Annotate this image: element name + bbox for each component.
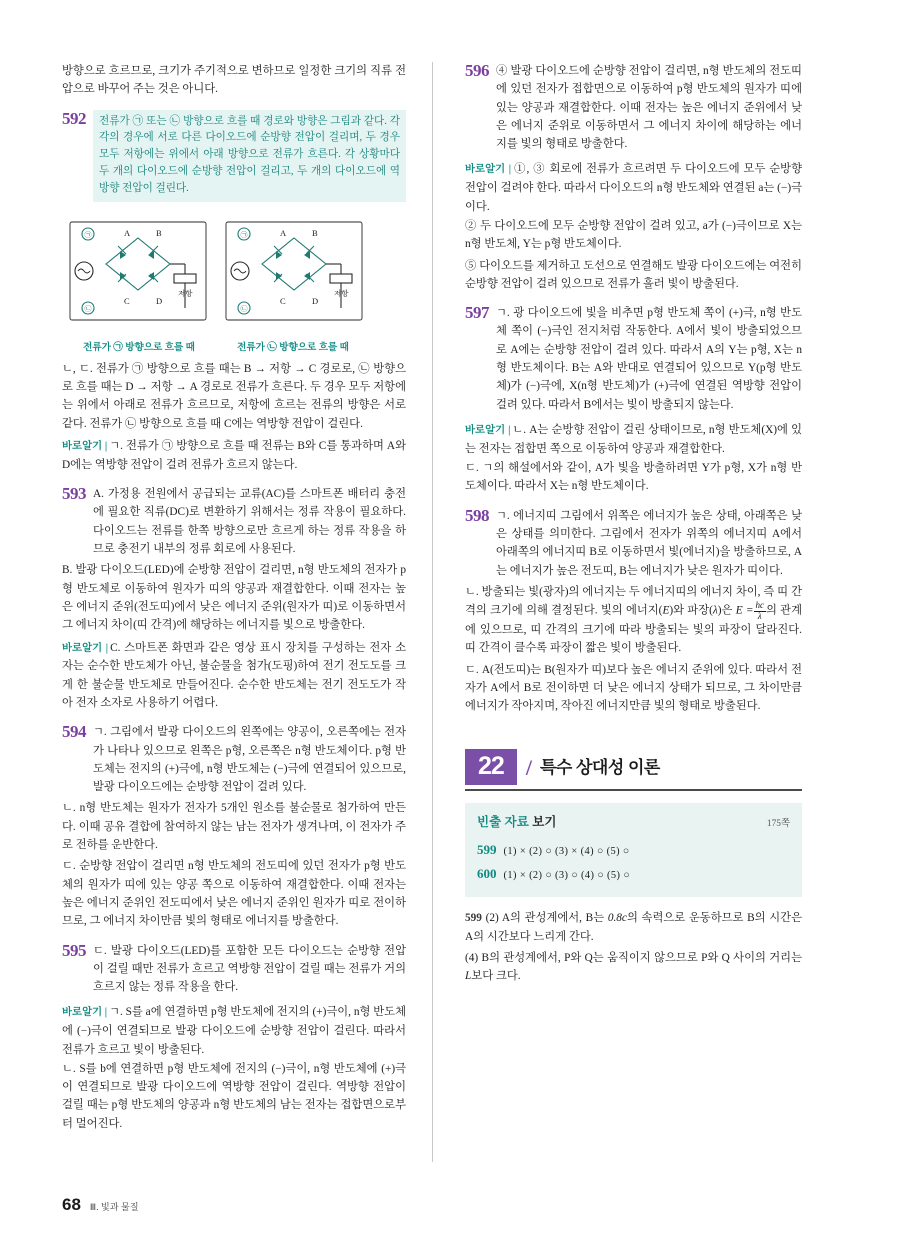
question-593 [62, 485, 406, 561]
expl-599-length-symbol: L [465, 970, 472, 983]
page-number: 68 [62, 1195, 81, 1214]
svg-text:A: A [124, 228, 131, 239]
baroalgi-badge: 바로알기 | [62, 642, 109, 654]
question-number-594: 594 [62, 722, 86, 742]
answer-row [477, 839, 790, 861]
answer-row [477, 863, 790, 885]
q598-symbol-E: E [662, 604, 670, 617]
figure-caption-left: 전류가 ㉠ 방향으로 흐를 때 [83, 342, 195, 354]
q597-a: ㄱ. 광 다이오드에 빛을 비추면 p형 반도체 쪽이 (+)극, n형 반도체 쪽이 (−)극인 전지처럼 작동한다. A에서 빛이 방출되었으므로 A에는 순방향 전압이 걸려 있다. 따라서 A의 Y는 p형, X는 n형 반도체이다. B는 A와 반대로 연결되어 있으므로 Y(p형 반도체)가 (−)극에, X(n형 반도체)가 (+)극에 연결된 역방향 전압이 걸려 있다. 따라서 B에서는 빛이 방출되지 않는다. [496, 307, 802, 411]
expl-599-t2-pre: (4) B의 관성계에서, P와 Q는 움직이지 않으므로 P와 Q 사이의 거리는 [465, 952, 802, 964]
svg-text:D: D [312, 296, 319, 307]
answer-items: (1) × (2) ○ (3) × (4) ○ (5) ○ [503, 845, 630, 857]
question-595-body [93, 942, 406, 1000]
baroalgi-badge: 바로알기 | [465, 424, 511, 436]
question-597-body [496, 304, 802, 417]
question-number-598: 598 [465, 505, 489, 525]
question-596-body [496, 62, 802, 156]
q598-equation: E = [735, 604, 754, 617]
svg-text:㉠: ㉠ [84, 231, 92, 240]
q598-c: ㄷ. A(전도띠)는 B(원자가 띠)보다 높은 에너지 준위에 있다. 따라서 전자가 A에서 B로 전이하면 더 낮은 에너지 상태가 되므로, 그 차이만큼 에너지가 작아지며, 작아진 에너지만큼 빛의 형태로 방출된다. [465, 663, 802, 713]
footer-chapter-label: Ⅲ. 빛과 물질 [89, 1202, 139, 1212]
baroalgi-text: C. 스마트폰 화면과 같은 영상 표시 장치를 구성하는 전자 소자는 순수한 반도체가 아닌, 불순물을 첨가(도핑)하여 전기 전도도를 크게 한 불순물 반도체로 만들어진다. 순수한 반도체는 전기 전도도가 작아 전자 소자로 사용하기 어렵다. [62, 641, 406, 709]
databox-page-ref: 175쪽 [766, 819, 790, 830]
question-number-592: 592 [62, 108, 86, 128]
figure-592-circuits [62, 212, 406, 356]
q595-b: ㄴ. S를 b에 연결하면 p형 반도체에 전지의 (−)극이, n형 반도체에 (+)극이 연결되므로 발광 다이오드에 역방향 전압이 걸린다. 역방향 전압이 걸릴 때는 p형 반도체의 양공과 n형 반도체의 남는 전자는 접합면으로부터 멀어진다. [62, 1062, 406, 1130]
q598-a: ㄱ. 에너지띠 그림에서 위쪽은 에너지가 높은 상태, 아래쪽은 낮은 상태를 의미한다. 그림에서 전자가 위쪽의 에너지띠 A에서 아래쪽의 에너지띠 B로 이동하면서 빛(에너지)을 방출하므로, A는 에너지가 높은 전도띠, B는 에너지가 낮은 원자가 띠이다. [496, 509, 802, 577]
question-597-note [465, 421, 802, 458]
explanation-599 [465, 909, 802, 985]
question-594 [62, 723, 406, 799]
svg-text:D: D [156, 296, 163, 307]
baroalgi-badge: 바로알기 | [62, 1007, 108, 1019]
databox-header [477, 812, 790, 832]
two-column-layout [62, 62, 838, 1162]
question-number-595: 595 [62, 940, 86, 960]
question-592-explanation: ㄴ, ㄷ. 전류가 ㉠ 방향으로 흐를 때는 B → 저항 → C 경로로, ㉡ 방향으로 흐를 때는 D → 저항 → A 경로로 전류가 흐른다. 두 경우 모두 저항에는 위에서 아래로 전류가 흐르므로, 저항에 흐르는 전류의 방향은 서로 같다. 전류가 ㉡ 방향으로 흐를 때 C에는 역방향 전압이 걸린다. [62, 362, 406, 430]
q596-a: ④ 발광 다이오드에 순방향 전압이 걸리면, n형 반도체의 전도띠에 있던 전자가 접합면으로 이동하여 p형 반도체의 원자가 띠에 있는 양공과 재결합한다. 이때 전자는 높은 에너지 준위에서 낮은 에너지 준위로 이동하면서 그 에너지 차이에 해당하는 에너지를 빛의 형태로 방출한다. [496, 65, 802, 151]
question-number-597: 597 [465, 303, 489, 323]
question-594-body [93, 723, 406, 799]
svg-text:㉡: ㉡ [240, 305, 248, 314]
question-596 [465, 62, 802, 156]
question-595-note [62, 1003, 406, 1058]
q598-b-post: 의 관계에 있으므로, 띠 간격의 크기에 따라 방출되는 빛의 파장이 달라진다. 띠 간격이 클수록 파장이 짧은 빛이 방출된다. [465, 604, 802, 655]
highlight-592: 전류가 ㉠ 또는 ㉡ 방향으로 흐를 때 경로와 방향은 그림과 같다. 각각의 경우에 서로 다른 다이오드에 순방향 전압이 걸리며, 두 경우 모두 저항에는 위에서 아래 방향으로 전류가 흐른다. 각 상황마다 두 개의 다이오드에 순방향 전압이 걸리고, 두 개의 다이오드에 역방향 전압이 걸린다. [93, 110, 406, 203]
frequent-data-box [465, 803, 802, 897]
question-597 [465, 304, 802, 417]
question-592 [62, 110, 406, 207]
intro-paragraph: 방향으로 흐르므로, 크기가 주기적으로 변하므로 일정한 크기의 직류 전압으로 바꾸어 주는 것은 아니다. [62, 65, 406, 96]
q593-a: A. 가정용 전원에서 공급되는 교류(AC)를 스마트폰 배터리 충전에 필요한 직류(DC)로 변환하기 위해서는 정류 작용이 필요하다. 다이오드는 전류를 한쪽 방향으로만 흐르게 하는 정류 작용을 하므로 충전기 내부의 정류 회로에 사용된다. [93, 488, 406, 556]
q598-fraction-denominator: λ [757, 610, 762, 621]
question-593-note [62, 639, 406, 713]
answer-items: (1) × (2) ○ (3) ○ (4) ○ (5) ○ [503, 869, 631, 881]
question-598 [465, 507, 802, 583]
question-598-body [496, 507, 802, 583]
q598-b-mid2: )은 [717, 604, 736, 617]
figure-caption-right: 전류가 ㉡ 방향으로 흐를 때 [237, 342, 349, 354]
baroalgi-text: ㄱ. 전류가 ㉠ 방향으로 흐를 때 전류는 B와 C를 통과하며 A와 D에는 역방향 전압이 걸려 전류가 흐르지 않는다. [62, 439, 406, 471]
q594-c: ㄷ. 순방향 전압이 걸리면 n형 반도체의 전도띠에 있던 전자가 p형 반도체의 원자가 띠에 있는 양공 쪽으로 이동하여 재결합한다. 이때 전자는 높은 에너지 준위인 전도띠에서 낮은 에너지 준위인 원자가 띠로 전이하므로, 그 에너지 차이만큼 빛의 형태로 에너지를 방출한다. [62, 860, 406, 928]
question-number-596: 596 [465, 61, 489, 80]
chapter-slash-icon: / [525, 754, 532, 780]
explanation-599-line1 [465, 909, 802, 946]
svg-text:저항: 저항 [178, 289, 193, 299]
svg-text:C: C [280, 296, 286, 307]
q594-a: ㄱ. 그림에서 발광 다이오드의 왼쪽에는 양공이, 오른쪽에는 전자가 나타나 있으므로 왼쪽은 p형, 오른쪽은 n형 반도체이다. p형 반도체는 전지의 (+)극에, n형 반도체는 (−)극에 연결되어 있으므로, 발광 다이오드에는 순방향 전압이 걸려 있다. [93, 726, 406, 794]
databox-title [477, 812, 556, 832]
baroalgi-badge: 바로알기 | [465, 164, 512, 176]
expl-599-t2-post: 보다 크다. [471, 970, 521, 983]
svg-text:B: B [312, 228, 318, 239]
bridge-rectifier-diagram [62, 212, 370, 340]
databox-title-part1: 빈출 자료 [477, 815, 529, 830]
svg-text:저항: 저항 [334, 289, 349, 299]
q594-b: ㄴ. n형 반도체는 원자가 전자가 5개인 원소를 불순물로 첨가하여 만든다. 이때 공유 결합에 참여하지 않는 남는 전자가 생겨나며, 이 전자가 주로 전하를 운반한다. [62, 802, 406, 852]
svg-text:B: B [156, 228, 162, 239]
answer-number: 600 [477, 865, 497, 881]
baroalgi-badge: 바로알기 | [62, 440, 108, 452]
q596-b: ② 두 다이오드에 모두 순방향 전압이 걸려 있고, a가 (−)극이므로 X는 n형 반도체, Y는 p형 반도체이다. [465, 219, 802, 251]
chapter-header [465, 749, 802, 791]
databox-title-part2: 보기 [532, 815, 557, 830]
explanation-599-line2 [465, 949, 802, 986]
q598-fraction-numerator: hc [755, 600, 764, 611]
svg-text:㉠: ㉠ [240, 231, 248, 240]
expl-599-speed-value: 0.8c [607, 912, 627, 925]
q598-b-mid: )와 파장( [669, 604, 713, 617]
question-593-body [93, 485, 406, 561]
q598-symbol-lambda: λ [712, 604, 718, 617]
explanation-number-599: 599 [465, 912, 482, 925]
q595-a: ㄷ. 발광 다이오드(LED)를 포함한 모든 다이오드는 순방향 전압이 걸릴 때만 전류가 흐르고 역방향 전압이 걸릴 때는 전류가 거의 흐르지 않는 정류 작용을 한다. [93, 944, 406, 994]
question-592-body [93, 110, 406, 207]
left-column [62, 62, 432, 1162]
svg-text:A: A [280, 228, 287, 239]
q597-b: ㄷ. ㄱ의 해설에서와 같이, A가 빛을 방출하려면 Y가 p형, X가 n형 반도체이다. 따라서 X는 n형 반도체이다. [465, 462, 802, 493]
answer-number: 599 [477, 841, 497, 857]
q596-c: ⑤ 다이오드를 제거하고 도선으로 연결해도 발광 다이오드에는 여전히 순방향 전압이 걸려 있으므로 전류가 흘러 빛이 방출된다. [465, 259, 802, 290]
right-column [432, 62, 802, 1162]
question-592-note [62, 437, 406, 474]
question-number-593: 593 [62, 484, 86, 504]
question-595 [62, 942, 406, 1000]
q598-b [465, 583, 802, 658]
expl-599-t1-pre: (2) A의 관성계에서, B는 [485, 912, 608, 925]
baroalgi-text: ①, ③ 회로에 전류가 흐르려면 두 다이오드에 모두 순방향 전압이 걸려야 한다. 따라서 다이오드의 n형 반도체와 연결된 a는 (−)극이다. [465, 163, 802, 213]
chapter-title: 특수 상대성 이론 [539, 757, 660, 777]
expl-599-t1-post: 의 속력으로 운동하므로 B의 시간은 A의 시간보다 느리게 간다. [465, 912, 802, 943]
svg-text:㉡: ㉡ [84, 305, 92, 314]
q593-b: B. 발광 다이오드(LED)에 순방향 전압이 걸리면, n형 반도체의 전자가 p형 반도체로 이동하여 원자가 띠의 양공과 재결합한다. 이때 전자는 높은 에너지 준위(전도띠)에서 낮은 에너지 준위(원자가 띠)로 이동하면서 그 에너지 차이(띠 간격)에 해당하는 에너지를 빛으로 방출한다. [62, 564, 406, 632]
svg-text:C: C [124, 296, 130, 307]
baroalgi-text: ㄴ. A는 순방향 전압이 걸린 상태이므로, n형 반도체(X)에 있는 전자는 접합면 쪽으로 이동하여 양공과 재결합한다. [465, 423, 802, 455]
q598-fraction [754, 601, 767, 621]
baroalgi-text: ㄱ. S를 a에 연결하면 p형 반도체에 전지의 (+)극이, n형 반도체에 (−)극이 연결되므로 발광 다이오드에 순방향 전압이 걸린다. 따라서 전류가 흐르고 빛이 방출된다. [62, 1006, 406, 1056]
q598-b-pre: ㄴ. 방출되는 빛(광자)의 에너지는 두 에너지띠의 에너지 차이, 즉 띠 간격의 크기에 의해 결정된다. 빛의 에너지( [465, 585, 802, 617]
chapter-number: 22 [465, 749, 517, 785]
page-footer [62, 1195, 139, 1215]
question-596-note [465, 160, 802, 215]
